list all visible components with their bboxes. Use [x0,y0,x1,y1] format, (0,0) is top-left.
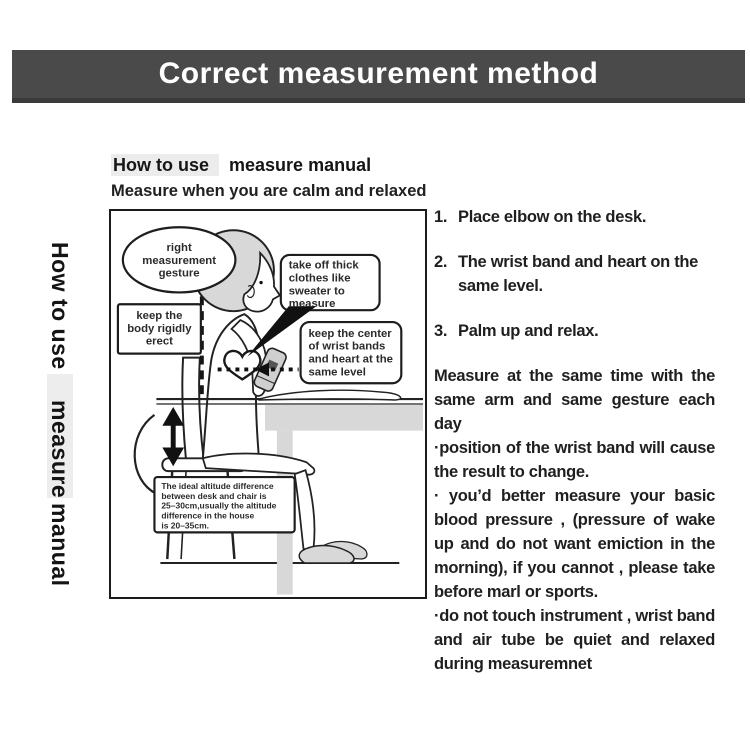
clothes-bubble-line3: sweater to [288,285,345,298]
step-1 [434,205,715,229]
section-heading-part1: How to use [111,154,219,176]
oval-label-line2: measurement [142,254,217,267]
posture-box-label [118,304,201,353]
page-title: Correct measurement method [158,57,599,90]
note-paragraph-4: ·do not touch instrument , wrist band and air tube be quiet and relaxed during measuremnet [434,607,715,673]
level-bubble-line1: keep the center [308,327,392,340]
posture-illustration-svg [111,211,425,597]
person-eye [259,281,262,284]
arm-on-desk [259,390,401,400]
title-banner [12,50,745,103]
clothes-bubble-line2: clothes like [288,272,351,285]
oval-label-line3: gesture [158,267,200,280]
sidebar-caption-part3: manual [47,502,73,587]
oval-label-line1: right [166,241,192,254]
level-bubble-line3: and heart at the [308,353,393,366]
altitude-note-line2: between desk and chair is [161,490,267,501]
note-paragraph-3: · you’d better measure your basic blood pressure , (pressure of wake up and do not want emiction in the morning), if you cannot , please take before marl or sports. [434,487,715,601]
desk-front-edge [265,405,423,431]
altitude-note-line3: 25–30cm,usually the altitude [161,500,277,511]
note-paragraph-1: Measure at the same time with the same arm and same gesture each day [434,367,715,433]
sidebar-caption-part1: How to use [47,242,73,370]
altitude-note-box [154,477,294,532]
posture-label-line2: body rigidly [127,322,192,335]
altitude-note-line5: is 20–35cm. [161,520,210,531]
step-2-text: The wrist band and heart on the same level. [458,253,699,295]
altitude-note-line1: The ideal altitude difference [161,480,274,491]
instructions-column [434,205,715,676]
step-2 [434,250,715,298]
posture-label-line1: keep the [136,310,183,323]
sidebar-vertical-caption [46,242,73,602]
section-subheading: Measure when you are calm and relaxed [111,182,427,200]
section-heading-part2: measure manual [229,155,372,175]
step-3 [434,319,715,343]
sidebar-caption-part2: measure [47,374,73,498]
section-heading [111,155,371,176]
measurement-notes [434,364,715,676]
note-leader-curve [135,415,157,494]
level-bubble-line4: same level [308,366,366,379]
level-bubble-line2: of wrist bands [308,340,386,353]
level-speech-bubble [301,322,402,383]
note-paragraph-2: ·position of the wrist band will cause the result to change. [434,439,715,481]
posture-label-line3: erect [145,335,173,348]
step-1-number: 1. [434,208,448,226]
step-1-text: Place elbow on the desk. [458,208,647,226]
clothes-bubble-line4: measure [288,298,336,311]
step-3-text: Palm up and relax. [458,322,599,340]
gesture-oval-label [123,227,236,292]
step-3-number: 3. [434,322,448,340]
altitude-note-line4: difference in the house [161,510,255,521]
step-2-number: 2. [434,253,448,271]
clothes-bubble-line1: take off thick [288,259,359,272]
posture-illustration [109,209,427,599]
